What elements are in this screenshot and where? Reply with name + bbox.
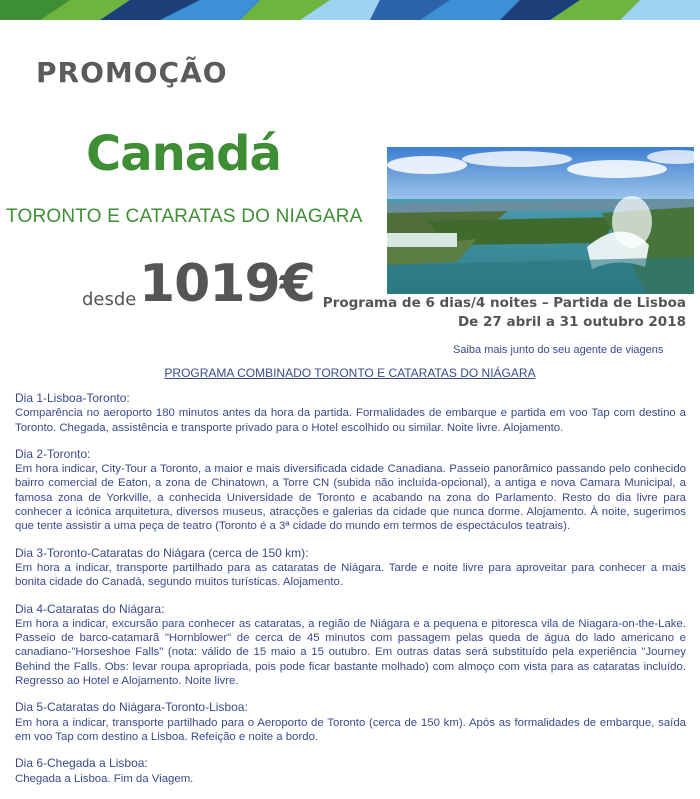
day-6	[15, 756, 686, 786]
day-title: Dia 3-Toronto-Cataratas do Niágara (cerca de 150 km):	[15, 545, 309, 560]
destination-subtitle: TORONTO E CATARATAS DO NIAGARA	[6, 206, 363, 227]
day-title: Dia 1-Lisboa-Toronto:	[15, 391, 130, 405]
banner-pattern	[0, 0, 700, 20]
day-description: Em hora indicar, City-Tour a Toronto, a maior e mais diversificada cidade Canadiana. Passeio panorâmico passando pelo conhecido bairro comercial de Eaton, a zona de Chinatown, a Torre CN (subida não incluída-opcional), a antiga e nova Camara Municipal, a famosa zona de Yorkville, a conhecida Universidade de Toronto e acabando na zona do Parlamento. Resto do dia livre para conhecer a icónica arquitetura, diversos museus, atracções e galerias da cidade que nunca dorme. Alojamento. À noite, sugerimos que tente assistir a uma peça de teatro (Toronto é a 3ª cidade do mundo em termos de espectáculos teatrais).	[15, 463, 686, 533]
destination-title: Canadá	[86, 126, 281, 182]
day-5	[15, 700, 686, 744]
program-dates: De 27 abril a 31 outubro 2018	[457, 314, 686, 330]
day-4	[15, 602, 686, 689]
itinerary-title: PROGRAMA COMBINADO TORONTO E CATARATAS DO NIÁGARA	[164, 366, 536, 380]
decorative-banner	[0, 0, 700, 20]
day-1	[15, 391, 686, 435]
price-value: 1019€	[139, 254, 315, 314]
day-3	[15, 546, 686, 590]
day-title: Dia 5-Cataratas do Niágara-Toronto-Lisboa:	[15, 700, 248, 715]
promo-heading: PROMOÇÃO	[36, 56, 228, 89]
day-description: Comparência no aeroporto 180 minutos antes da hora da partida. Formalidades de embarque e partida em voo Tap com destino a Toronto. Chegada, assistência e transporte privado para o Hotel escolhido ou similar. Noite livre. Alojamento.	[15, 407, 686, 434]
program-summary	[323, 294, 686, 332]
itinerary	[15, 391, 686, 798]
niagara-falls-photo	[387, 147, 694, 294]
day-title: Dia 4-Cataratas do Niágara:	[15, 601, 165, 616]
price-prefix: desde	[82, 289, 137, 310]
agent-note: Saiba mais junto do seu agente de viagens	[453, 344, 664, 356]
day-description: Em hora a indicar, transporte partilhado para o Aeroporto de Toronto (cerca de 150 km). Após as formalidades de embarque, saída em voo Tap com destino a Lisboa. Refeição e noite a bordo.	[15, 716, 686, 743]
day-description: Chegada a Lisboa. Fim da Viagem.	[15, 772, 194, 785]
day-description: Em hora a indicar, excursão para conhecer as cataratas, a região de Niágara e a pequena e pitoresca vila de Niagara-on-the-Lake. Passeio de barco-catamarã "Hornblower" de cerca de 45 minutos com passagem pelas queda de água do lado americano e canadiano-"Horseshoe Falls" (nota: válido de 15 maio a 15 outubro. Em outras datas será substituído pela experiência "Journey Behind the Falls. Obs: levar roupa apropriada, pois pode ficar bastante molhado) com almoço com vista para as cataratas incluído. Regresso ao Hotel e Alojamento. Noite livre.	[15, 617, 686, 688]
day-description: Em hora a indicar, transporte partilhado para as cataratas de Niágara. Tarde e noite livre para aproveitar para conhecer a mais bonita cidade do Canadá, segundo muitos turísticas. Alojamento.	[15, 561, 686, 589]
day-title: Dia 6-Chegada a Lisboa:	[15, 756, 148, 771]
program-duration: Programa de 6 dias/4 noites – Partida de Lisboa	[322, 295, 686, 311]
day-title: Dia 2-Toronto:	[15, 446, 91, 461]
day-2	[15, 447, 686, 534]
